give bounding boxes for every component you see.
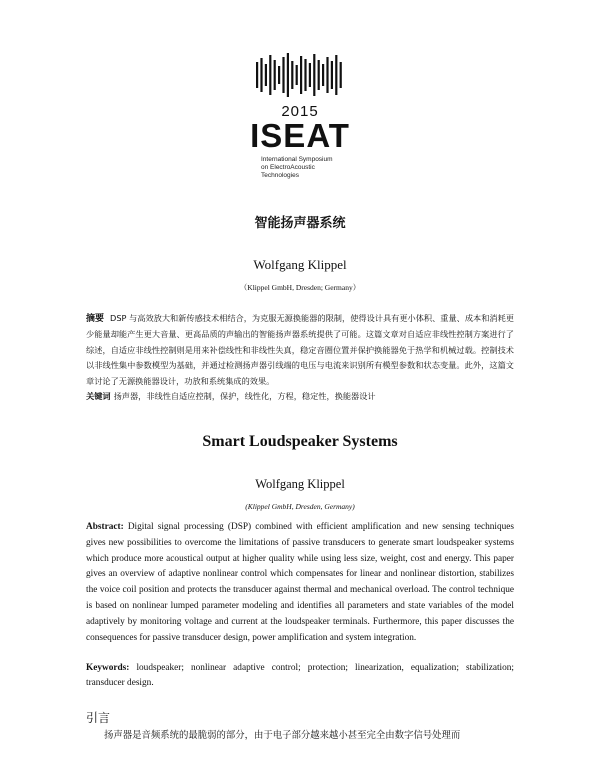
logo-wave-bar <box>260 58 262 92</box>
en-abstract-label: Abstract: <box>86 522 124 532</box>
iseat-waveform-logo <box>255 52 345 98</box>
logo-wave-bar <box>318 60 320 90</box>
logo-wave-bar <box>265 64 267 86</box>
logo-subtitle-line: Technologies <box>261 172 299 179</box>
logo-wave-bar <box>278 66 280 84</box>
logo-subtitle-line: International Symposium <box>261 156 333 163</box>
logo-wave-bar <box>274 60 276 90</box>
en-title: Smart Loudspeaker Systems <box>202 433 398 450</box>
logo-wave-bar <box>282 57 284 93</box>
en-keywords-label: Keywords: <box>86 663 130 673</box>
cn-keywords-text: 扬声器，非线性自适应控制，保护，线性化，方程，稳定性，换能器设计 <box>113 391 376 401</box>
logo-name: ISEAT <box>250 117 350 154</box>
en-keywords <box>86 661 514 690</box>
intro-paragraph: 扬声器是音频系统的最脆弱的部分，由于电子部分越来越小甚至完全由数字信号处理而 <box>104 730 461 741</box>
logo-year: 2015 <box>281 103 319 120</box>
logo-wave-bar <box>331 61 333 89</box>
logo-wave-bar <box>322 64 324 86</box>
logo-wave-bar <box>287 53 289 97</box>
logo-wave-bar <box>296 65 298 85</box>
logo-subtitle-line: on ElectroAcoustic <box>261 164 315 171</box>
logo-wave-bar <box>269 55 271 95</box>
intro-heading: 引言 <box>86 711 111 725</box>
en-author: Wolfgang Klippel <box>255 477 345 491</box>
en-affiliation: (Klippel GmbH, Dresden, Germany) <box>245 502 355 511</box>
cn-author: Wolfgang Klippel <box>253 257 347 272</box>
cn-title: 智能扬声器系统 <box>254 216 346 231</box>
logo-wave-bar <box>335 55 337 95</box>
cn-abstract-label: 摘要 <box>86 314 105 324</box>
cn-abstract-text: DSP 与高效放大和新传感技术相结合，为克服无源换能器的限制，使得设计具有更小体积、重量、成本和消耗更少能量却能产生更大音量、更高品质的声输出的智能扬声器系统提供了可能。这篇文章对自适应非线性控制方案进行了综述，自适应非线性控制则是用来补偿线性和非线性失真，稳定音圈位置并保护换能器免于热学和机械过载。控制技术以非线性集中参数模型为基础，并通过检测扬声器引线端的电压与电流来识别所有模型参数和状态变量。此外，这篇文章讨论了无源换能器设计，功放和系统集成的效果。 <box>86 313 514 386</box>
logo-wave-bar <box>304 59 306 91</box>
logo-wave-bar <box>291 61 293 89</box>
logo-wave-bar <box>340 62 342 88</box>
en-abstract <box>86 520 514 646</box>
logo-wave-bar <box>313 54 315 96</box>
cn-keywords-label: 关键词 <box>86 391 111 401</box>
logo-wave-bar <box>300 56 302 94</box>
cn-keywords <box>86 389 514 403</box>
logo-wave-bar <box>256 62 258 88</box>
logo-wave-bar <box>309 63 311 87</box>
en-abstract-text: Digital signal processing (DSP) combined with efficient amplification and new sensing techniques gives new possibilities to overcome the limitations of passive transducers to generate smart loudspeaker systems which produce more acoustical output at higher quality while using less size, weight, cost and energy. This paper gives an overview of adaptive nonlinear control which compensates for linear and nonlinear distortion, stabilizes the voice coil position and protects the transducer against thermal and mechanical overload. The control technique is based on nonlinear lumped parameter modeling and identifies all parameters and state variables of the model adaptively by monitoring voltage and current at the loudspeaker terminals. Furthermore, this paper discusses the consequences for passive transducer design, power amplification and system integration. <box>86 522 515 643</box>
logo-wave-bar <box>326 57 328 93</box>
cn-abstract <box>86 311 514 389</box>
cn-affiliation: （Klippel GmbH, Dresden; Germany） <box>239 283 361 292</box>
en-keywords-text: loudspeaker; nonlinear adaptive control; protection; linearization, equalization; stabilization; transducer design. <box>86 663 514 688</box>
